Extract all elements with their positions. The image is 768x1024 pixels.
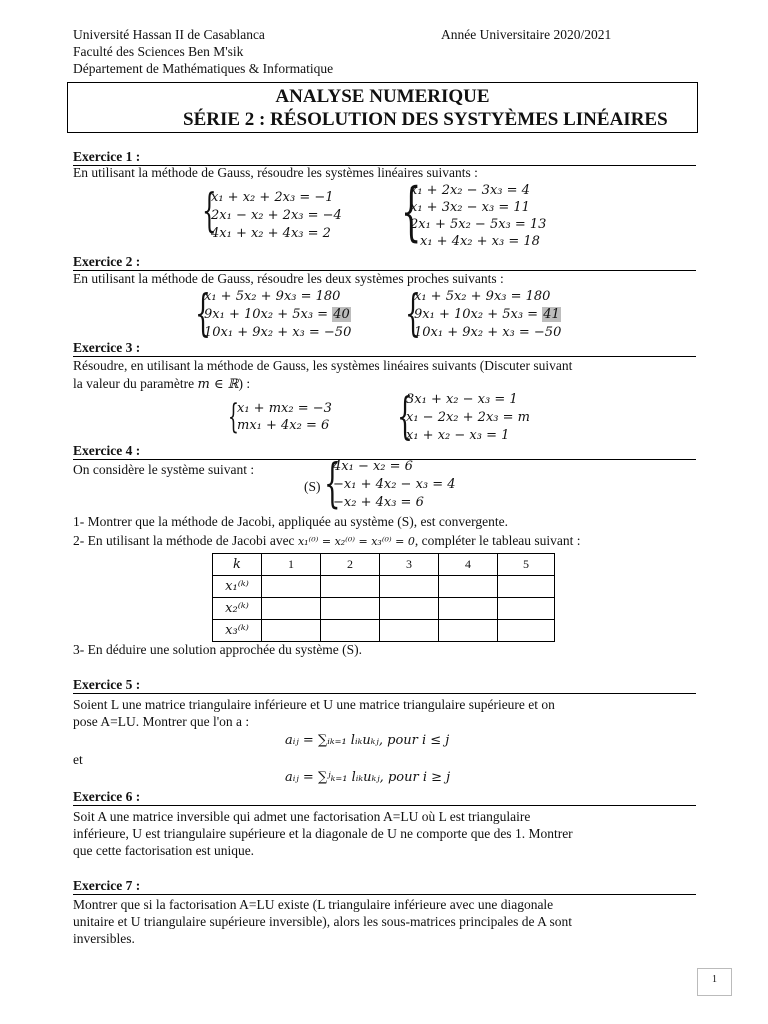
exercise-7-heading: Exercice 7 : [73,878,696,895]
exercise-4-question-3: 3- En déduire une solution approchée du système (S). [73,642,363,657]
exercise-5-line1: Soient L une matrice triangulaire inférieure et U une matrice triangulaire supérieure et on [73,697,555,712]
department-name: Département de Mathématiques & Informatique [73,61,334,76]
exercise-7-line2: unitaire et U triangulaire supérieure inversible), alors les sous-matrices principales de A sont [73,914,572,929]
faculty-name: Faculté des Sciences Ben M'sik [73,44,244,59]
exercise-1-heading: Exercice 1 : [73,149,696,166]
exercise-2-heading: Exercice 2 : [73,254,696,271]
university-name: Université Hassan II de Casablanca [73,27,265,42]
exercise-6-line1: Soit A une matrice inversible qui admet une factorisation A=LU où L est triangulaire [73,809,531,824]
jacobi-table [212,553,555,642]
exercise-5-line2: pose A=LU. Montrer que l'on a : [73,714,250,729]
exercise-4-heading: Exercice 4 : [73,443,696,460]
table-header-row: k 1 2 3 4 5 [213,554,555,576]
exercise-5-formula-1: aᵢⱼ = ∑ᵢₖ₌₁ lᵢₖuₖⱼ, pour i ≤ j [285,733,450,748]
page-number: 1 [697,968,732,996]
academic-year: Année Universitaire 2020/2021 [441,27,612,42]
exercise-4-intro: On considère le système suivant : [73,462,255,477]
table-row: x₁⁽ᵏ⁾ [213,576,555,598]
exercise-7-line3: inversibles. [73,931,135,946]
exercise-5-formula-2: aᵢⱼ = ∑ʲₖ₌₁ lᵢₖuₖⱼ, pour i ≥ j [285,770,451,785]
highlighted-value: 41 [543,307,560,322]
exercise-3-statement-line1: Résoudre, en utilisant la méthode de Gauss, les systèmes linéaires suivants (Discuter suivant [73,358,573,373]
exercise-1-statement: En utilisant la méthode de Gauss, résoudre les systèmes linéaires suivants : [73,165,478,180]
exercise-3-heading: Exercice 3 : [73,340,696,357]
exercise-6-line3: que cette factorisation est unique. [73,843,255,858]
exercise-4-question-1: 1- Montrer que la méthode de Jacobi, appliquée au système (S), est convergente. [73,514,508,529]
exercise-2-statement: En utilisant la méthode de Gauss, résoudre les deux systèmes proches suivants : [73,271,504,286]
system-s-label: (S) [304,479,321,494]
course-title: ANALYSE NUMERIQUE [275,86,490,107]
exercise-4-question-2: 2- En utilisant la méthode de Jacobi avec x₁⁽⁰⁾ = x₂⁽⁰⁾ = x₃⁽⁰⁾ = 0, compléter le tableau suivant : [73,533,581,548]
exercise-5-et: et [73,752,83,767]
exercise-3-statement-line2: la valeur du paramètre m ∈ ℝ) : [73,376,251,392]
exercise-6-line2: inférieure, U est triangulaire supérieure et la diagonale de U ne comporte que des 1. Montrer [73,826,573,841]
series-title: SÉRIE 2 : RÉSOLUTION DES SYSTYÈMES LINÉAIRES [183,109,668,130]
table-row: x₂⁽ᵏ⁾ [213,598,555,620]
exercise-7-line1: Montrer que si la factorisation A=LU existe (L triangulaire inférieure avec une diagonale [73,897,554,912]
exercise-5-heading: Exercice 5 : [73,677,696,694]
title-box [67,82,698,133]
highlighted-value: 40 [333,307,350,322]
table-row: x₃⁽ᵏ⁾ [213,620,555,642]
exercise-6-heading: Exercice 6 : [73,789,696,806]
